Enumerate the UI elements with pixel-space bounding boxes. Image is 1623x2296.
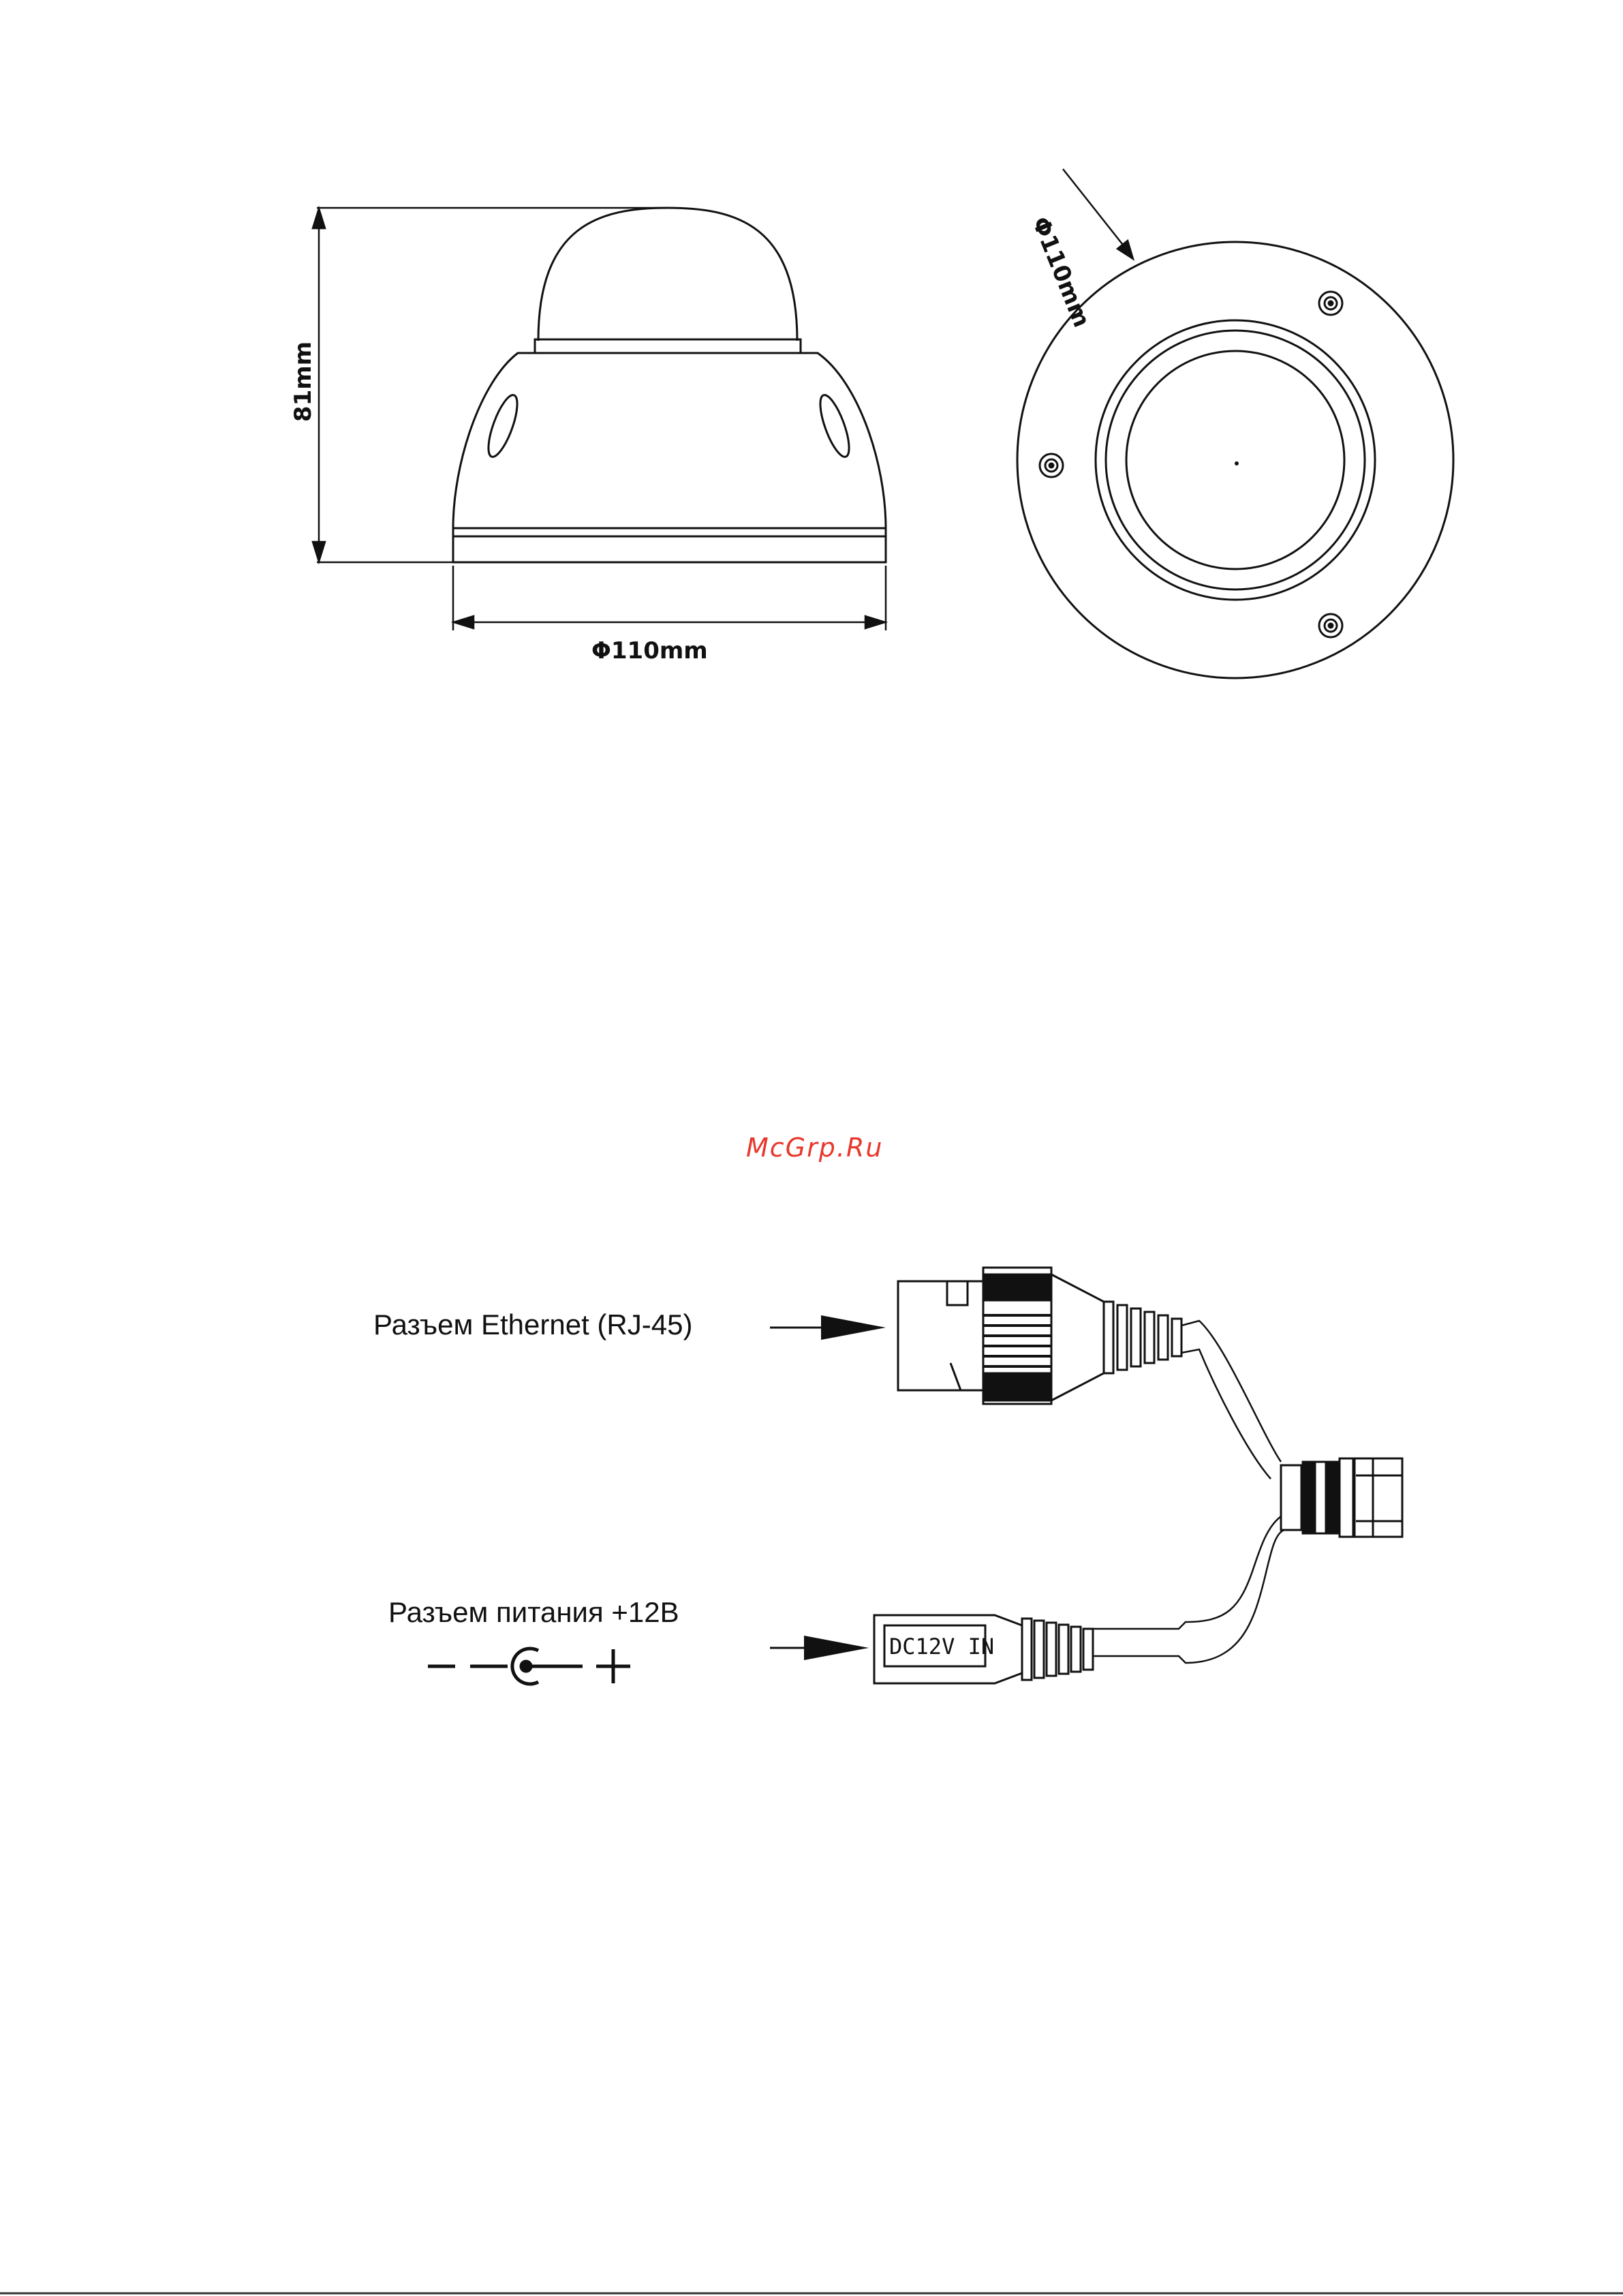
inner-ring-inner bbox=[1106, 331, 1365, 590]
screw-top-right bbox=[1319, 292, 1342, 315]
base-ring bbox=[453, 536, 886, 562]
watermark: McGrp.Ru bbox=[746, 1133, 884, 1163]
height-dimension-label: 81mm bbox=[290, 341, 317, 423]
screw-left bbox=[1040, 454, 1063, 477]
ethernet-connector-label: Разъем Ethernet (RJ-45) bbox=[373, 1308, 693, 1341]
top-view-diameter-leader bbox=[1063, 169, 1133, 259]
vent-slot-left bbox=[482, 392, 523, 460]
dome-side-view bbox=[453, 208, 886, 562]
rj45-connector bbox=[898, 1268, 1181, 1404]
power-connector-label: Разъем питания +12В bbox=[388, 1596, 679, 1628]
dome-glass bbox=[538, 208, 797, 341]
dome-lens bbox=[1126, 351, 1344, 569]
width-dimension-label: Φ110mm bbox=[591, 637, 708, 664]
polarity-symbol bbox=[428, 1649, 630, 1684]
rj45-plug-body bbox=[898, 1281, 983, 1390]
housing-body bbox=[453, 353, 886, 528]
power-arrow bbox=[770, 1636, 869, 1660]
top-view-diameter-label: Φ110mm bbox=[1026, 213, 1096, 331]
width-dimension bbox=[453, 566, 886, 630]
vent-slot-right bbox=[814, 392, 854, 460]
ethernet-arrow bbox=[770, 1315, 886, 1340]
dc-plug-text: DC12V IN bbox=[889, 1634, 995, 1659]
screw-bottom-right bbox=[1319, 614, 1342, 637]
junction-connector bbox=[1281, 1458, 1402, 1537]
dome-ring bbox=[535, 339, 801, 353]
inner-ring-outer bbox=[1096, 320, 1375, 600]
base-ring-top bbox=[453, 528, 886, 536]
cables bbox=[1094, 1321, 1284, 1663]
